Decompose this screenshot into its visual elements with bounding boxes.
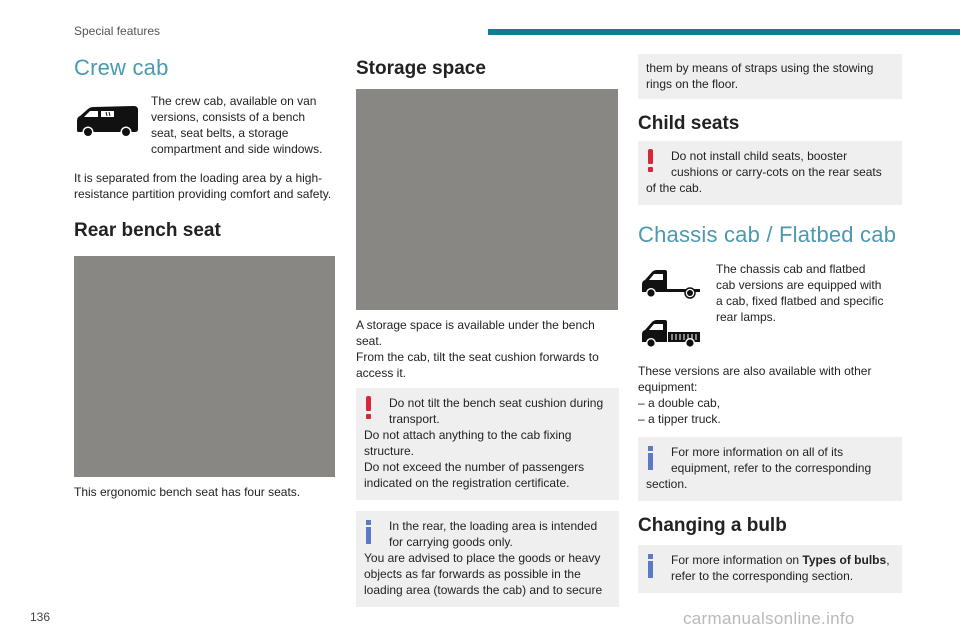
storage-body <box>356 317 619 381</box>
chassis-cab-info-line: section. <box>646 477 688 491</box>
storage-warning-line: Do not tilt the bench seat cushion during <box>389 396 604 410</box>
bulb-info-post: , <box>886 553 890 567</box>
column-1 <box>74 54 336 500</box>
chassis-cab-intro <box>638 262 902 354</box>
storage-info-note <box>356 511 619 607</box>
storage-info-cont-line: them by means of straps using the stowing <box>646 61 874 75</box>
storage-body-line: seat. <box>356 334 383 348</box>
van-icon <box>74 101 140 141</box>
storage-warning-line: Do not attach anything to the cab fixing <box>364 428 572 442</box>
crew-cab-intro-line: The crew cab, available on van <box>151 94 317 108</box>
storage-heading: Storage space <box>356 58 486 79</box>
bulb-info-pre: For more information on <box>671 553 803 567</box>
column-2 <box>356 54 619 607</box>
chassis-cab-body-line: – a tipper truck. <box>638 412 721 426</box>
header-section-title: Special features <box>74 24 161 38</box>
crew-cab-intro-line: seat, seat belts, a storage <box>151 126 289 140</box>
crew-cab-intro-line: versions, consists of a bench <box>151 110 306 124</box>
storage-info-continued <box>638 54 902 99</box>
page-number: 136 <box>30 610 51 624</box>
child-seats-warning-line: of the cab. <box>646 181 703 195</box>
chassis-cab-intro-line: rear lamps. <box>716 310 777 324</box>
chassis-cab-body <box>638 363 902 427</box>
child-seats-warning-line: Do not install child seats, booster <box>671 149 848 163</box>
chassis-cab-info-line: equipment, refer to the corresponding <box>671 461 872 475</box>
storage-info-line: objects as far forwards as possible in the <box>364 567 581 581</box>
chassis-cab-icon <box>638 268 704 302</box>
chassis-cab-intro-line: a cab, fixed flatbed and specific <box>716 294 884 308</box>
rear-bench-caption: This ergonomic bench seat has four seats. <box>74 485 301 499</box>
storage-info-line: for carrying goods only. <box>389 535 513 549</box>
bulb-info-note <box>638 545 902 593</box>
storage-warning-line: structure. <box>364 444 415 458</box>
storage-warning-note <box>356 388 619 500</box>
info-icon <box>366 520 372 544</box>
chassis-cab-body-line: These versions are also available with other <box>638 364 872 378</box>
storage-warning-line: transport. <box>389 412 440 426</box>
storage-info-cont-line: rings on the floor. <box>646 77 739 91</box>
crew-cab-body-line: It is separated from the loading area by a high- <box>74 171 323 185</box>
bulb-info-line: refer to the corresponding section. <box>671 569 854 583</box>
bulb-types-link: Types of bulbs <box>802 553 887 567</box>
column-3 <box>638 54 902 593</box>
bulb-info-line <box>646 552 894 568</box>
storage-warning-line: indicated on the registration certificate. <box>364 476 570 490</box>
info-icon <box>648 554 654 578</box>
rear-bench-photo <box>74 256 335 477</box>
rear-bench-heading: Rear bench seat <box>74 220 221 241</box>
child-seats-warning-note <box>638 141 902 205</box>
chassis-cab-info-note <box>638 437 902 501</box>
chassis-cab-intro-line: The chassis cab and flatbed <box>716 262 866 276</box>
header-accent-bar <box>488 29 960 35</box>
warning-icon <box>648 149 654 171</box>
child-seats-heading: Child seats <box>638 113 740 134</box>
chassis-cab-body-line: equipment: <box>638 380 698 394</box>
crew-cab-intro <box>74 93 336 170</box>
storage-photo <box>356 89 618 310</box>
info-icon <box>648 446 654 470</box>
crew-cab-heading: Crew cab <box>74 55 169 80</box>
crew-cab-intro-line: compartment and side windows. <box>151 142 323 156</box>
chassis-cab-intro-line: cab versions are equipped with <box>716 278 882 292</box>
flatbed-cab-icon <box>638 318 704 352</box>
chassis-cab-info-line: For more information on all of its <box>671 445 844 459</box>
crew-cab-body <box>74 170 336 202</box>
crew-cab-body-line: resistance partition providing comfort and safety. <box>74 187 332 201</box>
storage-info-line: In the rear, the loading area is intended <box>389 519 598 533</box>
changing-bulb-heading: Changing a bulb <box>638 515 787 536</box>
storage-info-line: loading area (towards the cab) and to secure <box>364 583 603 597</box>
storage-body-line: access it. <box>356 366 407 380</box>
chassis-cab-body-line: – a double cab, <box>638 396 721 410</box>
storage-body-line: From the cab, tilt the seat cushion forwards to <box>356 350 599 364</box>
storage-info-line: You are advised to place the goods or heavy <box>364 551 601 565</box>
child-seats-warning-line: cushions or carry-cots on the rear seats <box>671 165 882 179</box>
storage-body-line: A storage space is available under the bench <box>356 318 595 332</box>
warning-icon <box>366 396 372 418</box>
storage-warning-line: Do not exceed the number of passengers <box>364 460 585 474</box>
watermark: carmanualsonline.info <box>683 609 855 628</box>
chassis-cab-heading: Chassis cab / Flatbed cab <box>638 222 897 247</box>
